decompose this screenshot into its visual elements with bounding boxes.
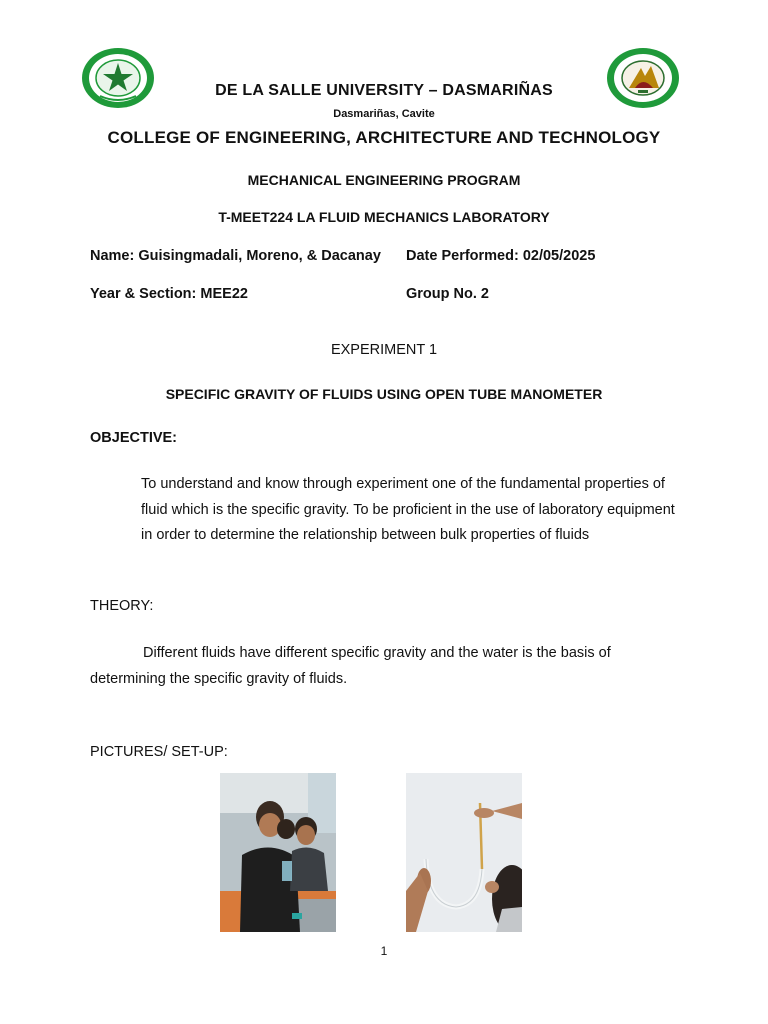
group-number: Group No. 2 bbox=[406, 286, 489, 302]
manometer-setup-photo bbox=[406, 773, 522, 932]
lab-students-photo bbox=[220, 773, 336, 932]
pictures-heading: PICTURES/ SET-UP: bbox=[90, 744, 228, 760]
theory-heading: THEORY: bbox=[90, 598, 154, 614]
program-name: MECHANICAL ENGINEERING PROGRAM bbox=[247, 172, 521, 188]
objective-text: To understand and know through experiment one of the fundamental properties of fluid which is the specific gravity. To be proficient in the use of laboratory equipment in order to determine the relationship between bulk properties of fluids bbox=[141, 476, 675, 543]
university-name: DE LA SALLE UNIVERSITY – DASMARIÑAS bbox=[215, 82, 553, 99]
experiment-number: EXPERIMENT 1 bbox=[330, 342, 438, 358]
year-section: Year & Section: MEE22 bbox=[90, 286, 248, 302]
experiment-title: SPECIFIC GRAVITY OF FLUIDS USING OPEN TUBE MANOMETER bbox=[165, 386, 603, 402]
page-number: 1 bbox=[380, 944, 388, 958]
university-location: Dasmariñas, Cavite bbox=[333, 108, 435, 120]
ceat-seal-icon bbox=[605, 46, 681, 110]
objective-heading: OBJECTIVE: bbox=[90, 430, 178, 446]
theory-text: Different fluids have different specific gravity and the water is the basis of determining the specific gravity of fluids. bbox=[90, 645, 611, 687]
date-performed: Date Performed: 02/05/2025 bbox=[406, 248, 596, 264]
student-names: Name: Guisingmadali, Moreno, & Dacanay bbox=[90, 248, 381, 264]
course-title: T-MEET224 LA FLUID MECHANICS LABORATORY bbox=[218, 209, 550, 225]
dlsud-seal-icon bbox=[80, 46, 156, 110]
college-name: COLLEGE OF ENGINEERING, ARCHITECTURE AND TECHNOLOGY bbox=[107, 128, 661, 147]
